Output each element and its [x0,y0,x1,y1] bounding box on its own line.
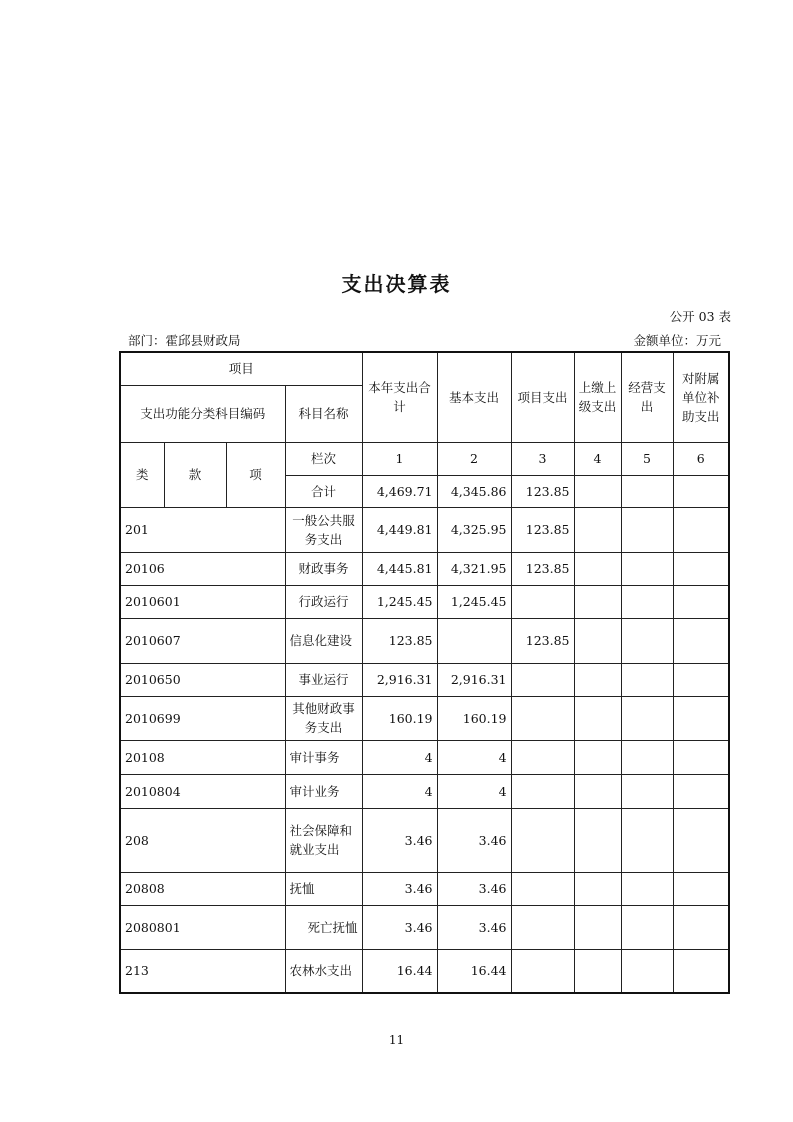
row-c1: 2,916.31 [362,663,437,696]
row-c2: 160.19 [437,696,511,740]
total-c1: 4,469.71 [362,475,437,507]
row-code: 2010699 [120,696,285,740]
header-item: 项目 [120,352,362,385]
row-c2: 3.46 [437,808,511,872]
row-c2: 3.46 [437,905,511,949]
row-c2: 1,245.45 [437,585,511,618]
row-c2 [437,618,511,663]
row-code: 2010607 [120,618,285,663]
row-c3: 123.85 [511,618,574,663]
row-code: 213 [120,949,285,993]
table-row [120,872,729,905]
row-name: 一般公共服务支出 [285,507,362,552]
row-code: 20808 [120,872,285,905]
row-c1: 4,449.81 [362,507,437,552]
row-c3 [511,905,574,949]
row-name: 审计事务 [285,740,362,774]
table-row [120,618,729,663]
row-name: 社会保障和就业支出 [285,808,362,872]
header-xiang: 项 [226,442,285,507]
row-c1: 4 [362,774,437,808]
header-func-code: 支出功能分类科目编码 [120,385,285,442]
header-col1: 本年支出合计 [362,352,437,442]
row-code: 20108 [120,740,285,774]
unit-label: 金额单位：万元 [633,333,721,348]
expenditure-table [119,351,730,994]
row-c2: 4,321.95 [437,552,511,585]
col-num-3: 3 [511,442,574,475]
row-c1: 3.46 [362,905,437,949]
header-lei: 类 [120,442,164,507]
row-c3 [511,696,574,740]
col-num-6: 6 [673,442,729,475]
row-code: 2010601 [120,585,285,618]
row-code: 201 [120,507,285,552]
row-name: 行政运行 [285,585,362,618]
row-c1: 123.85 [362,618,437,663]
row-c1: 16.44 [362,949,437,993]
form-number: 公开 03 表 [669,309,731,324]
table-row [120,552,729,585]
table-row [120,740,729,774]
total-c2: 4,345.86 [437,475,511,507]
row-c2: 3.46 [437,872,511,905]
row-code: 208 [120,808,285,872]
row-c3 [511,663,574,696]
total-c3: 123.85 [511,475,574,507]
header-col2: 基本支出 [437,352,511,442]
row-name: 事业运行 [285,663,362,696]
row-c3 [511,872,574,905]
col-num-1: 1 [362,442,437,475]
table-row [120,696,729,740]
col-num-4: 4 [574,442,621,475]
row-code: 2010804 [120,774,285,808]
row-name: 财政事务 [285,552,362,585]
header-col6: 对附属单位补助支出 [673,352,729,442]
row-c1: 3.46 [362,872,437,905]
header-lanci: 栏次 [285,442,362,475]
page-title: 支出决算表 [341,272,452,296]
page-number: 11 [388,1033,405,1047]
row-name: 抚恤 [285,872,362,905]
row-code: 20106 [120,552,285,585]
row-c2: 4 [437,740,511,774]
row-c2: 16.44 [437,949,511,993]
row-c3 [511,949,574,993]
row-c3 [511,740,574,774]
col-num-2: 2 [437,442,511,475]
table-row [120,585,729,618]
header-col4: 上缴上级支出 [574,352,621,442]
row-code: 2010650 [120,663,285,696]
header-kuan: 款 [164,442,226,507]
row-c3 [511,774,574,808]
row-c2: 4 [437,774,511,808]
row-c1: 3.46 [362,808,437,872]
col-num-5: 5 [621,442,673,475]
department-label: 部门：霍邱县财政局 [128,333,241,348]
header-col3: 项目支出 [511,352,574,442]
row-c1: 1,245.45 [362,585,437,618]
table-row [120,808,729,872]
row-c1: 4 [362,740,437,774]
table-row [120,774,729,808]
row-c1: 160.19 [362,696,437,740]
row-c3 [511,808,574,872]
table-row [120,949,729,993]
row-c2: 4,325.95 [437,507,511,552]
row-c3 [511,585,574,618]
row-name: 其他财政事务支出 [285,696,362,740]
row-c3: 123.85 [511,507,574,552]
table-row [120,905,729,949]
header-subject-name: 科目名称 [285,385,362,442]
row-c1: 4,445.81 [362,552,437,585]
header-col5: 经营支出 [621,352,673,442]
row-name: 审计业务 [285,774,362,808]
row-name: 信息化建设 [285,618,362,663]
row-name: 死亡抚恤 [285,905,362,949]
table-row [120,663,729,696]
total-label: 合计 [285,475,362,507]
row-name: 农林水支出 [285,949,362,993]
row-code: 2080801 [120,905,285,949]
row-c2: 2,916.31 [437,663,511,696]
table-row [120,507,729,552]
row-c3: 123.85 [511,552,574,585]
